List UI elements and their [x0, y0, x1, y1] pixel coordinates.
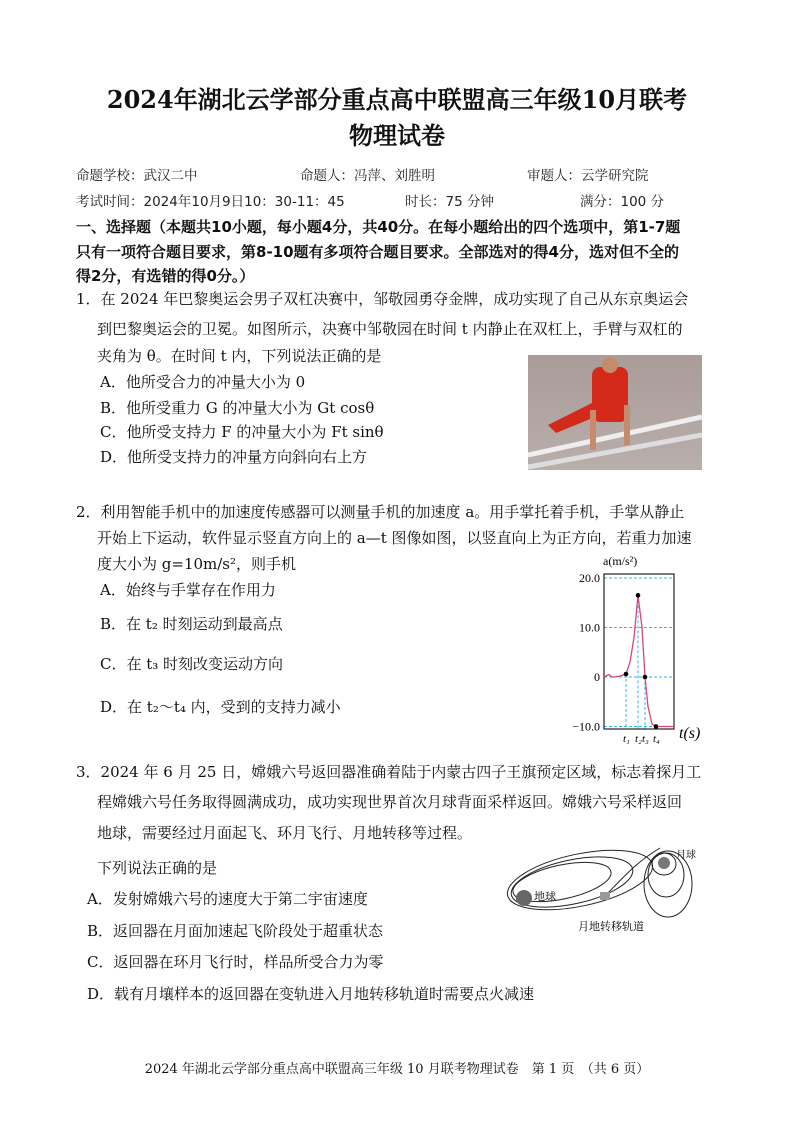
q3-option-a: A．发射嫦娥六号的速度大于第二宇宙速度: [87, 890, 368, 908]
q3-option-d: D．载有月壤样本的返回器在变轨进入月地转移轨道时需要点火减速: [87, 985, 535, 1003]
x-tick-label: t₁: [623, 733, 630, 745]
exam-title: 2024年湖北云学部分重点高中联盟高三年级10月联考: [106, 85, 688, 114]
earth-icon: [516, 890, 532, 906]
q1-option-a: A．他所受合力的冲量大小为 0: [100, 373, 306, 391]
question-1-text: 1．在 2024 年巴黎奥运会男子双杠决赛中，邹敬园勇夺金牌，成功实现了自己从东京奥运会: [76, 290, 689, 308]
q2-option-a: A．始终与手掌存在作用力: [100, 581, 276, 599]
question-2-text: 度大小为 g=10m/s²，则手机: [97, 555, 297, 573]
y-axis-label: a(m/s²): [603, 554, 638, 568]
gymnast-photo: [528, 355, 702, 470]
y-tick-label: 10.0: [579, 620, 600, 635]
x-tick-label: t₄: [653, 733, 660, 745]
x-tick-label: t₂: [635, 733, 642, 745]
info-school: 命题学校：武汉二中: [76, 168, 198, 184]
moon-label: 月球: [676, 850, 696, 861]
q2-option-d: D．在 t₂～t₄ 内，受到的支持力减小: [100, 698, 341, 716]
section-heading: 得2分，有选错的得0分。）: [76, 267, 255, 285]
question-3-text: 3．2024 年 6 月 25 日，嫦娥六号返回器准确着陆于内蒙古四子王旗预定区域，标志着探月工: [76, 763, 702, 781]
info-reviewer: 审题人：云学研究院: [527, 168, 649, 184]
data-point: [624, 672, 629, 677]
parallel-bars-illustration: [528, 355, 702, 470]
info-time: 考试时间：2024年10月9日10：30-11：45: [76, 194, 345, 210]
section-heading: 一、选择题（本题共10小题，每小题4分，共40分。在每小题给出的四个选项中，第1-7题: [76, 218, 681, 236]
info-authors: 命题人：冯萍、刘胜明: [300, 168, 435, 184]
q1-option-c: C．他所受支持力 F 的冲量大小为 Ft sinθ: [100, 423, 384, 441]
acceleration-time-chart: [555, 550, 715, 750]
y-tick-label: 20.0: [579, 571, 600, 585]
exam-subtitle: 物理试卷: [349, 121, 445, 150]
question-2-text: 2．利用智能手机中的加速度传感器可以测量手机的加速度 a。用手掌托着手机，手掌从静止: [76, 503, 685, 521]
q3-option-b: B．返回器在月面加速起飞阶段处于超重状态: [87, 922, 384, 940]
q2-option-b: B．在 t₂ 时刻运动到最高点: [100, 615, 283, 633]
question-1-text: 到巴黎奥运会的卫冕。如图所示，决赛中邹敬园在时间 t 内静止在双杠上，手臂与双杠的: [97, 320, 683, 338]
q2-option-c: C．在 t₃ 时刻改变运动方向: [100, 655, 284, 673]
page-footer: 2024 年湖北云学部分重点高中联盟高三年级 10 月联考物理试卷 第 1 页 （共 6 页）: [144, 1062, 650, 1077]
section-heading: 只有一项符合题目要求，第8-10题有多项符合题目要求。全部选对的得4分，选对但不全的: [76, 243, 679, 261]
q3-option-c: C．返回器在环月飞行时，样品所受合力为零: [87, 953, 384, 971]
question-3-text: 地球，需要经过月面起飞、环月飞行、月地转移等过程。: [97, 824, 473, 842]
info-score: 满分：100 分: [580, 194, 665, 210]
y-tick-label: −10.0: [572, 719, 600, 734]
orbit-caption: 月地转移轨道: [578, 920, 644, 933]
question-3-text: 下列说法正确的是: [97, 859, 218, 877]
data-point: [643, 675, 648, 680]
moon-icon: [658, 857, 670, 869]
x-axis-label: t(s): [679, 725, 701, 742]
y-tick-label: 0: [594, 670, 600, 684]
orbit-diagram: [500, 840, 720, 940]
question-2-text: 开始上下运动，软件显示竖直方向上的 a—t 图像如图，以竖直向上为正方向，若重力加速: [97, 529, 692, 547]
earth-label: 地球: [534, 890, 556, 903]
x-tick-label: t₃: [642, 733, 649, 745]
data-point: [654, 724, 659, 729]
question-3-text: 程嫦娥六号任务取得圆满成功，成功实现世界首次月球背面采样返回。嫦娥六号采样返回: [97, 793, 683, 811]
data-point: [636, 593, 641, 598]
q1-option-d: D．他所受支持力的冲量方向斜向右上方: [100, 448, 368, 466]
question-1-text: 夹角为 θ。在时间 t 内，下列说法正确的是: [97, 347, 382, 365]
q1-option-b: B．他所受重力 G 的冲量大小为 Gt cosθ: [100, 399, 375, 417]
spacecraft-icon: [600, 892, 610, 900]
info-duration: 时长：75 分钟: [405, 194, 494, 210]
acceleration-curve: [604, 595, 674, 726]
